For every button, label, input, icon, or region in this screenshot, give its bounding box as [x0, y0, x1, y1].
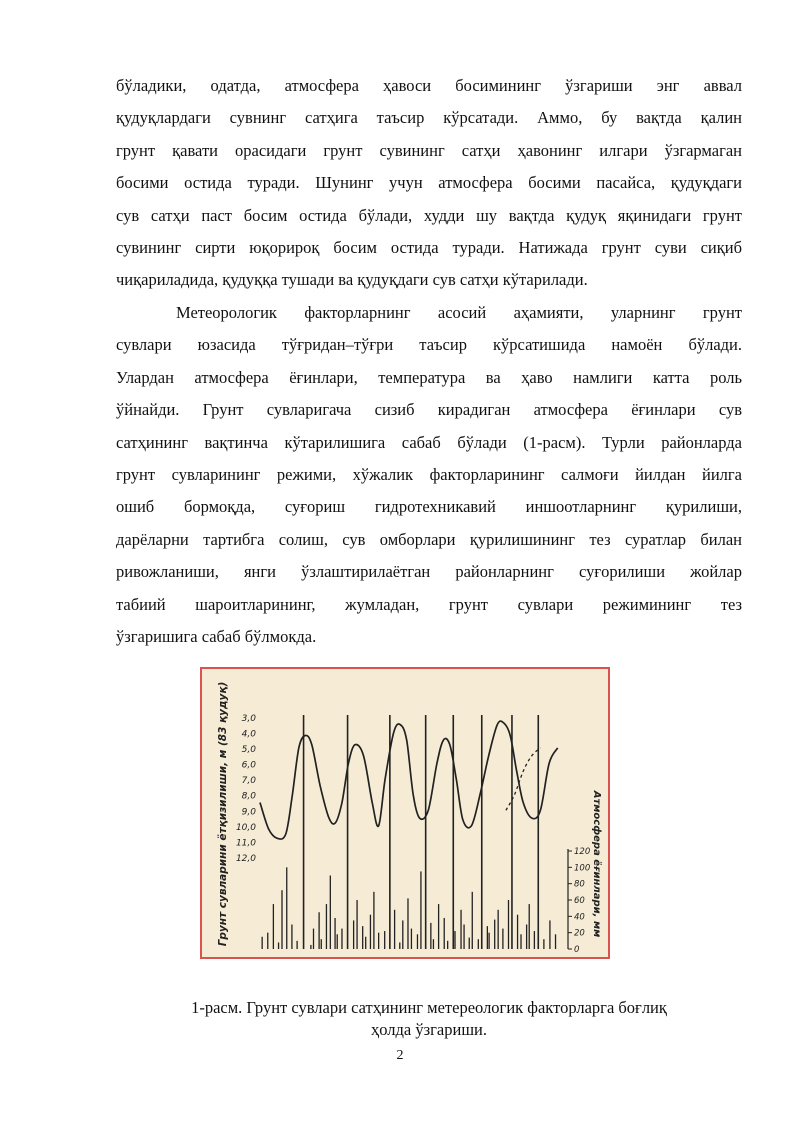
figure-caption — [116, 997, 742, 1041]
caption-line-1: 1-расм. Грунт сувлари сатҳининг метереологик факторларга боғлиқ — [191, 998, 667, 1017]
text-line: грунт сувларининг режими, хўжалик факторларининг салмоғи йилдан йилга — [116, 464, 742, 484]
text-line: ошиб бормоқда, суғориш гидротехникавий иншоотларнинг қурилиши, — [116, 497, 742, 517]
page-number: 2 — [396, 1048, 404, 1063]
text-line: сатҳининг вақтинча кўтарилишига сабаб бўлади (1-расм). Турли районларда — [116, 432, 742, 452]
text-line: босими остида туради. Шунинг учун атмосфера босими пасайса, қудуқдаги — [116, 173, 742, 193]
left-tick-label: 7,0 — [241, 776, 256, 787]
right-tick-label: 60 — [574, 896, 585, 906]
groundwater-level-line — [260, 721, 558, 839]
text-line: қудуқлардаги сувнинг сатҳига таъсир кўрсатади. Аммо, бу вақтда қалин — [116, 108, 742, 128]
left-tick-label: 10,0 — [235, 822, 256, 833]
left-tick-label: 11,0 — [235, 838, 256, 849]
text-line: сув сатҳи паст босим остида бўлади, худди шу вақтда қудуқ яқинидаги грунт — [116, 205, 742, 225]
right-tick-label: 80 — [574, 879, 585, 890]
left-axis-title: Грунт сувларини ётқизилиши, м (83 қудуқ) — [217, 681, 229, 947]
right-tick-label: 120 — [574, 847, 591, 857]
groundwater-level-lines — [260, 721, 558, 839]
paragraph-1 — [116, 70, 742, 297]
text-line: сувининг сирти юқорироқ босим остида туради. Натижада грунт суви сиқиб — [116, 237, 742, 257]
right-tick-label: 40 — [574, 912, 585, 923]
left-tick-label: 12,0 — [235, 854, 256, 864]
text-line: Улардан атмосфера ёғинлари, температура ва ҳаво намлиги катта роль — [116, 367, 742, 387]
left-tick-label: 6,0 — [241, 760, 256, 771]
left-tick-label: 4,0 — [241, 729, 256, 740]
text-line: ривожланиши, янги ўзлаштирилаётган районларнинг суғорилиши жойлар — [116, 562, 742, 582]
text-line: ўзгаришига сабаб бўлмокда. — [116, 626, 317, 646]
left-axis — [236, 714, 256, 864]
right-tick-label: 100 — [574, 863, 591, 874]
text-line: чиқариладида, қудуққа тушади ва қудуқдаги сув сатҳи кўтарилади. — [116, 270, 588, 290]
right-tick-label: 20 — [574, 928, 585, 939]
left-tick-label: 3,0 — [241, 713, 256, 724]
left-tick-label: 8,0 — [241, 791, 256, 802]
text-line: ўйнайди. Грунт сувларигача сизиб кирадиган атмосфера ёғинлари сув — [116, 400, 742, 420]
paragraph-2 — [116, 297, 742, 653]
text-line: сувлари юзасида тўғридан–тўғри таъсир кўрсатишида намоён бўлади. — [116, 335, 742, 355]
text-line: бўладики, одатда, атмосфера ҳавоси босимининг ўзгариши энг аввал — [116, 76, 742, 95]
left-tick-label: 9,0 — [241, 807, 256, 818]
right-tick-label: 0 — [574, 945, 580, 955]
text-line: Метеорологик факторларнинг асосий аҳамияти, уларнинг грунт — [176, 303, 742, 322]
text-line: грунт қавати орасидаги грунт сувининг сатҳи ҳавонинг илгари ўзгармаган — [116, 140, 742, 160]
right-axis-title: Атмосфера ёғинлари, мм — [591, 790, 602, 938]
text-line: дарёларни тартибга солиш, сув омборлари қурилишининг тез суратлар билан — [116, 529, 742, 549]
groundwater-chart — [202, 669, 608, 957]
right-axis — [568, 847, 590, 955]
caption-line-2: ҳолда ўзгариши. — [371, 1020, 487, 1039]
figure-1 — [200, 667, 610, 959]
text-line: табиий шароитларининг, жумладан, грунт сувлари режимининг тез — [116, 594, 742, 614]
left-tick-label: 5,0 — [241, 744, 256, 755]
